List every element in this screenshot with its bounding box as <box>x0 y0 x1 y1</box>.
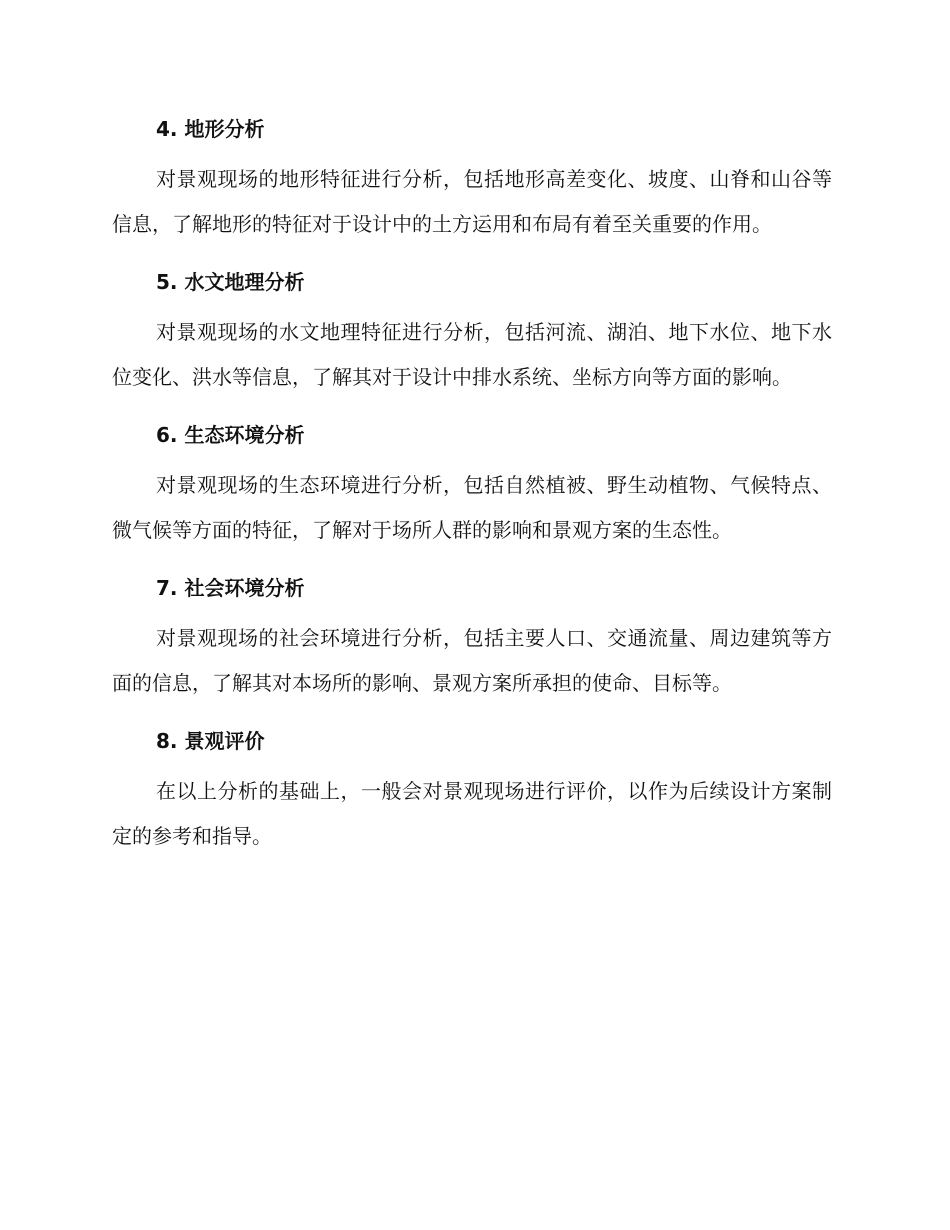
section-body-social: 对景观现场的社会环境进行分析，包括主要人口、交通流量、周边建筑等方面的信息，了解其对本场所的影响、景观方案所承担的使命、目标等。 <box>112 626 832 695</box>
section-body-evaluation: 在以上分析的基础上，一般会对景观现场进行评价，以作为后续设计方案制定的参考和指导。 <box>112 779 832 848</box>
section-body-hydrology: 对景观现场的水文地理特征进行分析，包括河流、湖泊、地下水位、地下水位变化、洪水等信息，了解其对于设计中排水系统、坐标方向等方面的影响。 <box>112 320 832 389</box>
section-heading-terrain: 4. 地形分析 <box>156 117 265 141</box>
section-body-terrain: 对景观现场的地形特征进行分析，包括地形高差变化、坡度、山脊和山谷等信息，了解地形的特征对于设计中的土方运用和布局有着至关重要的作用。 <box>112 167 832 236</box>
section-heading-hydrology: 5. 水文地理分析 <box>156 270 305 294</box>
section-body-ecology: 对景观现场的生态环境进行分析，包括自然植被、野生动植物、气候特点、微气候等方面的特征，了解对于场所人群的影响和景观方案的生态性。 <box>112 473 832 542</box>
document-content <box>112 112 832 859</box>
section-heading-social: 7. 社会环境分析 <box>156 576 305 600</box>
section-heading-ecology: 6. 生态环境分析 <box>156 423 305 447</box>
section-heading-evaluation: 8. 景观评价 <box>156 729 265 753</box>
